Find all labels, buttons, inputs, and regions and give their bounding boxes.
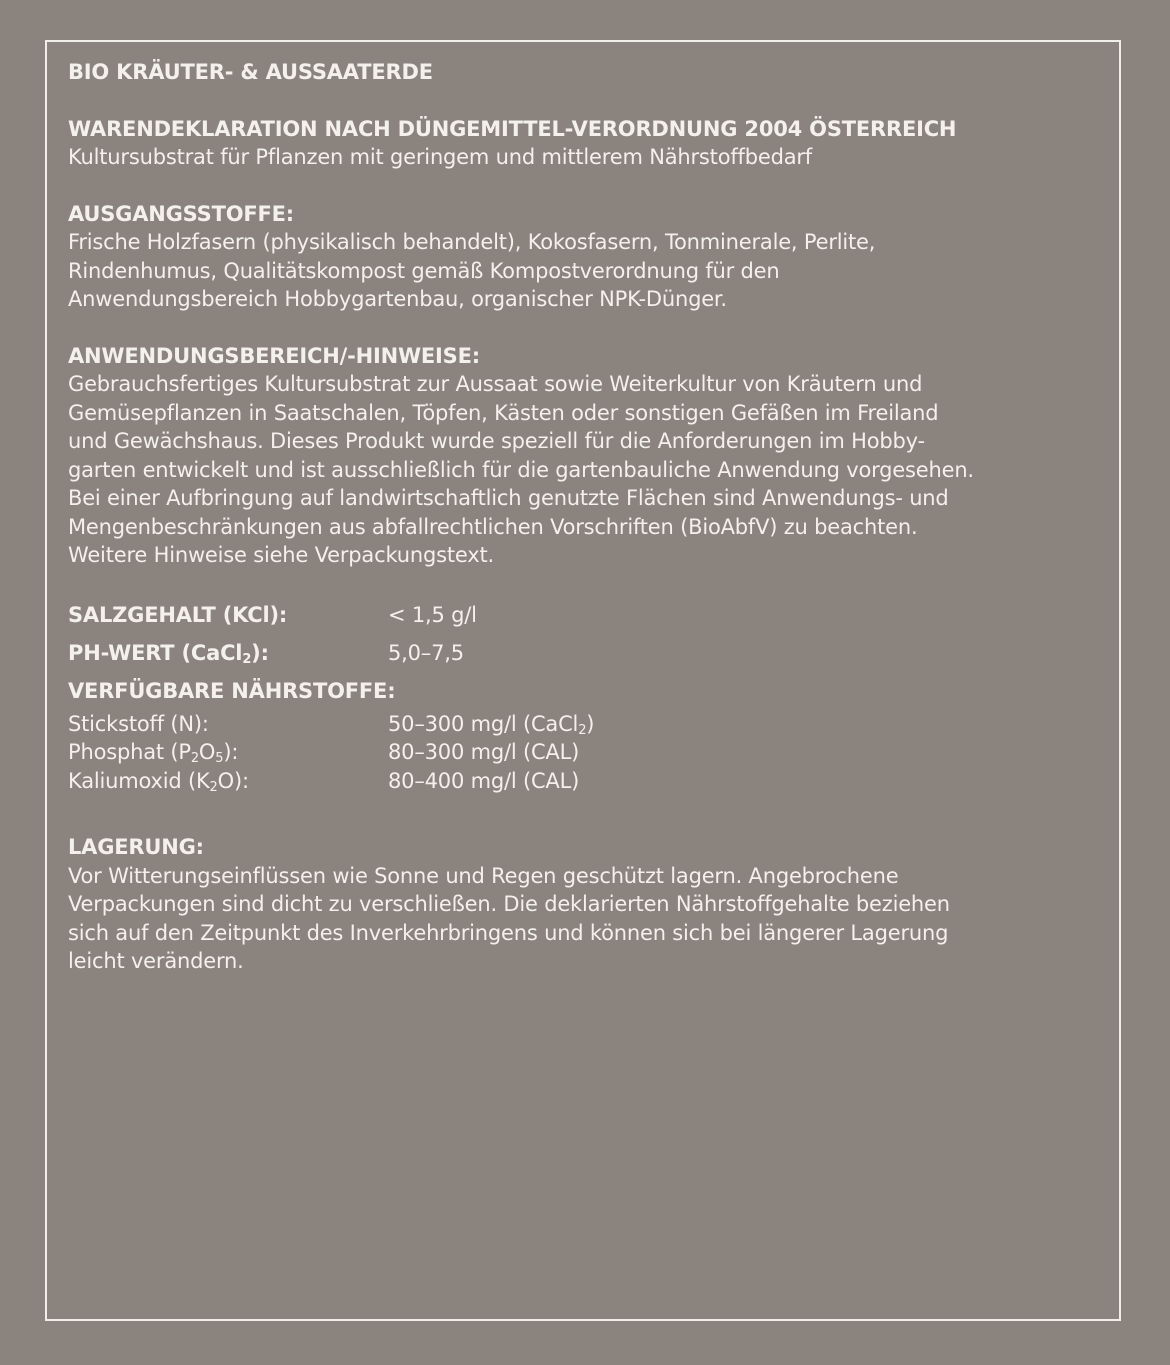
ingredients-line: Rindenhumus, Qualitätskompost gemäß Kompostverordnung für den	[68, 258, 780, 283]
ingredients-heading: AUSGANGSSTOFFE:	[68, 201, 295, 226]
usage-line: Gemüsepflanzen in Saatschalen, Töpfen, Kästen oder sonstigen Gefäßen im Freiland	[68, 400, 939, 425]
nitrogen-value: 50–300 mg/l (CaCl$_2$)	[388, 711, 595, 738]
phosphate-value: 80–300 mg/l (CAL)	[388, 740, 580, 764]
usage-heading: ANWENDUNGSBEREICH/-HINWEISE:	[68, 343, 480, 368]
nutrient-row-p	[68, 738, 1098, 767]
storage-heading: LAGERUNG:	[68, 835, 204, 859]
ingredients-line: Anwendungsbereich Hobbygartenbau, organischer NPK-Dünger.	[68, 287, 727, 311]
ingredients-line: Frische Holzfasern (physikalisch behandelt), Kokosfasern, Tonminerale, Perlite,	[68, 230, 876, 254]
ph-row	[68, 634, 1098, 672]
usage-line: und Gewächshaus. Dieses Produkt wurde speziell für die Anforderungen im Hobby-	[68, 429, 925, 453]
ph-value: 5,0–7,5	[388, 640, 464, 665]
nitrogen-label: Stickstoff (N):	[68, 711, 209, 736]
nutrient-row-k	[68, 767, 1098, 796]
product-title: BIO KRÄUTER- & AUSSAATERDE	[68, 60, 433, 84]
declaration-text	[68, 58, 1098, 976]
nutrients-heading: VERFÜGBARE NÄHRSTOFFE:	[68, 678, 396, 703]
declaration-heading: WARENDEKLARATION NACH DÜNGEMITTEL-VERORDNUNG 2004 ÖSTERREICH	[68, 116, 957, 141]
usage-line: Mengenbeschränkungen aus abfallrechtlichen Vorschriften (BioAbfV) zu beachten.	[68, 514, 918, 539]
ph-label: PH-WERT (CaCl$_2$):	[68, 640, 269, 667]
storage-line: leicht verändern.	[68, 949, 244, 973]
phosphate-label: Phosphat $(P_2O_5)$:	[68, 740, 239, 766]
salt-row	[68, 596, 1098, 634]
usage-line: Weitere Hinweise siehe Verpackungstext.	[68, 543, 494, 567]
usage-line: garten entwickelt und ist ausschließlich für die gartenbauliche Anwendung vorgesehen.	[68, 457, 974, 482]
declaration-text-line: Kultursubstrat für Pflanzen mit geringem und mittlerem Nährstoffbedarf	[68, 145, 812, 169]
salt-value: < 1,5 g/l	[388, 602, 477, 627]
potassium-value: 80–400 mg/l (CAL)	[388, 768, 580, 793]
usage-line: Bei einer Aufbringung auf landwirtschaftlich genutzte Flächen sind Anwendungs- und	[68, 486, 949, 510]
potassium-label: Kaliumoxid $(K_2O)$:	[68, 768, 249, 795]
salt-label: SALZGEHALT (KCl):	[68, 602, 288, 627]
storage-line: Vor Witterungseinflüssen wie Sonne und Regen geschützt lagern. Angebrochene	[68, 863, 899, 888]
storage-line: Verpackungen sind dicht zu verschließen. Die deklarierten Nährstoffgehalte beziehen	[68, 892, 950, 916]
nutrient-row-n	[68, 710, 1098, 739]
usage-line: Gebrauchsfertiges Kultursubstrat zur Aussaat sowie Weiterkultur von Kräutern und	[68, 372, 923, 396]
storage-line: sich auf den Zeitpunkt des Inverkehrbringens und können sich bei längerer Lagerung	[68, 920, 949, 945]
